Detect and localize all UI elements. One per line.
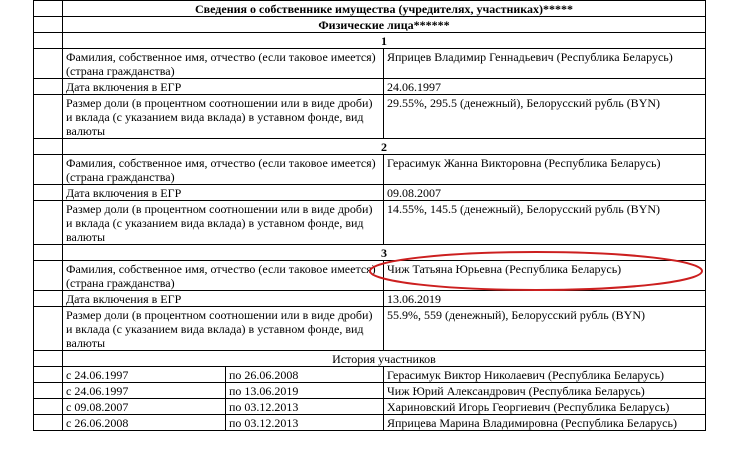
owner-name-row: [34, 49, 706, 79]
name-value: Яприцев Владимир Геннадьевич (Республика Беларусь): [384, 49, 706, 79]
subheader-row: [34, 17, 706, 33]
owner-number-row: [34, 139, 706, 155]
share-label: Размер доли (в процентном соотношении или в виде дроби) и вклада (с указанием вида вклада) в уставном фонде, вид валюты: [63, 95, 384, 139]
owner-date-row: [34, 185, 706, 201]
num-cell: [34, 201, 63, 245]
num-cell: [34, 291, 63, 307]
owner-number: 1: [63, 33, 706, 49]
section-subtitle: Физические лица******: [63, 17, 706, 33]
share-label: Размер доли (в процентном соотношении или в виде дроби) и вклада (с указанием вида вклада) в уставном фонде, вид валюты: [63, 307, 384, 351]
owner-share-row: [34, 307, 706, 351]
history-name: Герасимук Виктор Николаевич (Республика Беларусь): [384, 367, 706, 383]
share-value: 55.9%, 559 (денежный), Белорусский рубль (BYN): [384, 307, 706, 351]
name-value: Чиж Татьяна Юрьевна (Республика Беларусь): [384, 261, 706, 291]
date-label: Дата включения в ЕГР: [63, 79, 384, 95]
num-cell: [34, 415, 63, 431]
history-to: по 03.12.2013: [226, 415, 384, 431]
history-name: Хариновский Игорь Георгиевич (Республика Беларусь): [384, 399, 706, 415]
owner-number: 3: [63, 245, 706, 261]
num-cell: [34, 49, 63, 79]
owner-name-row: [34, 155, 706, 185]
owner-date-row: [34, 79, 706, 95]
document-sheet: [33, 0, 705, 431]
history-title-row: [34, 351, 706, 367]
owner-share-row: [34, 95, 706, 139]
header-row: [34, 1, 706, 17]
name-label: Фамилия, собственное имя, отчество (если таковое имеется) (страна гражданства): [63, 261, 384, 291]
owner-number-row: [34, 245, 706, 261]
header-num-cell: [34, 1, 63, 17]
num-cell: [34, 155, 63, 185]
name-label: Фамилия, собственное имя, отчество (если таковое имеется) (страна гражданства): [63, 155, 384, 185]
history-from: с 26.06.2008: [63, 415, 226, 431]
date-label: Дата включения в ЕГР: [63, 185, 384, 201]
history-row: [34, 415, 706, 431]
owner-share-row: [34, 201, 706, 245]
num-cell: [34, 33, 63, 49]
history-row: [34, 383, 706, 399]
owner-number: 2: [63, 139, 706, 155]
date-value: 13.06.2019: [384, 291, 706, 307]
num-cell: [34, 367, 63, 383]
num-cell: [34, 261, 63, 291]
owner-date-row: [34, 291, 706, 307]
subheader-num-cell: [34, 17, 63, 33]
history-to: по 13.06.2019: [226, 383, 384, 399]
num-cell: [34, 95, 63, 139]
num-cell: [34, 351, 63, 367]
history-row: [34, 367, 706, 383]
history-from: с 24.06.1997: [63, 367, 226, 383]
history-from: с 24.06.1997: [63, 383, 226, 399]
date-value: 09.08.2007: [384, 185, 706, 201]
owner-number-row: [34, 33, 706, 49]
history-from: с 09.08.2007: [63, 399, 226, 415]
section-title: Сведения о собственнике имущества (учредителях, участниках)*****: [63, 1, 706, 17]
history-name: Яприцева Марина Владимировна (Республика Беларусь): [384, 415, 706, 431]
name-label: Фамилия, собственное имя, отчество (если таковое имеется) (страна гражданства): [63, 49, 384, 79]
num-cell: [34, 399, 63, 415]
share-label: Размер доли (в процентном соотношении или в виде дроби) и вклада (с указанием вида вклада) в уставном фонде, вид валюты: [63, 201, 384, 245]
num-cell: [34, 139, 63, 155]
owner-name-row: [34, 261, 706, 291]
num-cell: [34, 307, 63, 351]
history-to: по 26.06.2008: [226, 367, 384, 383]
share-value: 14.55%, 145.5 (денежный), Белорусский рубль (BYN): [384, 201, 706, 245]
num-cell: [34, 79, 63, 95]
share-value: 29.55%, 295.5 (денежный), Белорусский рубль (BYN): [384, 95, 706, 139]
num-cell: [34, 245, 63, 261]
history-row: [34, 399, 706, 415]
num-cell: [34, 185, 63, 201]
name-value: Герасимук Жанна Викторовна (Республика Беларусь): [384, 155, 706, 185]
date-label: Дата включения в ЕГР: [63, 291, 384, 307]
history-title: История участников: [63, 351, 706, 367]
num-cell: [34, 383, 63, 399]
owners-table: [33, 0, 706, 431]
history-name: Чиж Юрий Александрович (Республика Беларусь): [384, 383, 706, 399]
history-to: по 03.12.2013: [226, 399, 384, 415]
date-value: 24.06.1997: [384, 79, 706, 95]
